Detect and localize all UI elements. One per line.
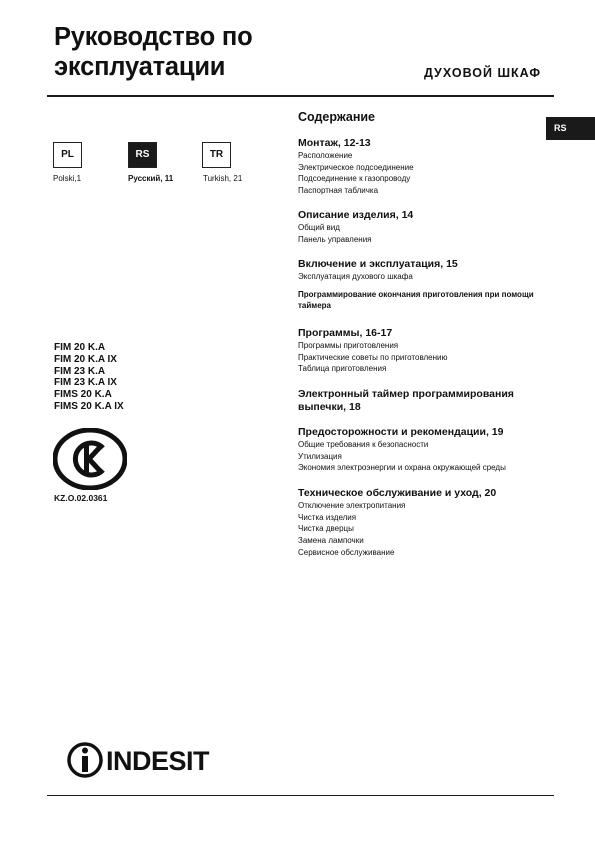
model-item: FIMS 20 K.A bbox=[54, 389, 112, 401]
toc-heading: Предосторожности и рекомендации, 19 bbox=[298, 426, 504, 438]
model-item: FIM 23 K.A IX bbox=[54, 377, 117, 389]
indesit-i-icon bbox=[66, 740, 104, 780]
toc-heading: Описание изделия, 14 bbox=[298, 209, 414, 221]
model-item: FIMS 20 K.A IX bbox=[54, 400, 124, 412]
certification-code: KZ.O.02.0361 bbox=[54, 493, 108, 503]
product-type-label: ДУХОВОЙ ШКАФ bbox=[424, 66, 542, 80]
title-line-1: Руководство по bbox=[54, 23, 253, 51]
toc-heading: Техническое обслуживание и уход, 20 bbox=[298, 487, 497, 499]
toc-item: Панель управления bbox=[298, 234, 372, 244]
toc-section-precautions bbox=[298, 426, 560, 474]
toc-item: Замена лампочки bbox=[298, 536, 364, 546]
toc-item: Чистка изделия bbox=[298, 512, 357, 522]
toc-heading: Монтаж, 12-13 bbox=[298, 137, 371, 149]
model-item: FIM 23 K.A bbox=[54, 365, 106, 377]
model-item: FIM 20 K.A IX bbox=[54, 353, 117, 365]
toc-section-timer bbox=[298, 388, 560, 414]
footer-divider bbox=[47, 795, 554, 796]
header-divider bbox=[47, 95, 554, 97]
language-box-pl: PL bbox=[53, 142, 82, 168]
toc-item: Паспортная табличка bbox=[298, 186, 379, 196]
model-list bbox=[54, 342, 124, 413]
brand-name: INDESIT bbox=[106, 746, 210, 776]
toc-section-description bbox=[298, 209, 560, 245]
language-caption-tr: Turkish, 21 bbox=[203, 174, 243, 183]
toc-item: Общий вид bbox=[298, 223, 340, 232]
title-line-2: эксплуатации bbox=[54, 53, 226, 81]
toc-title: Содержание bbox=[298, 110, 376, 124]
toc-item: Программы приготовления bbox=[298, 341, 399, 350]
certification-mark-icon bbox=[53, 428, 127, 490]
language-box-rs: RS bbox=[128, 142, 157, 168]
toc-item: Эксплуатация духового шкафа bbox=[298, 272, 413, 281]
toc-heading: Включение и эксплуатация, 15 bbox=[298, 258, 458, 270]
toc-item: Практические советы по приготовлению bbox=[298, 352, 448, 362]
toc-section-maintenance bbox=[298, 487, 560, 559]
toc-item: Таблица приготовления bbox=[298, 364, 387, 374]
language-box-tr: TR bbox=[202, 142, 231, 168]
toc-section-installation bbox=[298, 137, 560, 197]
toc-section-operation bbox=[298, 258, 560, 312]
toc-item: Подсоединение к газопроводу bbox=[298, 174, 411, 184]
toc-item: Экономия электроэнергии и охрана окружающей среды bbox=[298, 463, 506, 473]
toc-heading: Электронный таймер программирования выпечки, 18 bbox=[298, 388, 514, 413]
language-caption-pl: Polski,1 bbox=[53, 174, 82, 183]
toc-section-programs bbox=[298, 327, 560, 375]
language-caption-rs: Русский, 11 bbox=[128, 174, 174, 183]
toc-item: Электрическое подсоединение bbox=[298, 162, 414, 172]
document-title bbox=[54, 22, 252, 82]
toc-item: Программирование окончания приготовления при помощи таймера bbox=[298, 289, 534, 311]
toc-item: Отключение электропитания bbox=[298, 501, 406, 510]
toc-item: Чистка дверцы bbox=[298, 524, 354, 534]
language-side-tab: RS bbox=[546, 117, 595, 140]
toc-item: Расположение bbox=[298, 151, 353, 160]
model-item: FIM 20 K.A bbox=[54, 342, 106, 353]
toc-item: Сервисное обслуживание bbox=[298, 547, 395, 557]
toc-item: Общие требования к безопасности bbox=[298, 440, 429, 449]
toc-heading: Программы, 16-17 bbox=[298, 327, 393, 339]
toc-item: Утилизация bbox=[298, 451, 342, 461]
